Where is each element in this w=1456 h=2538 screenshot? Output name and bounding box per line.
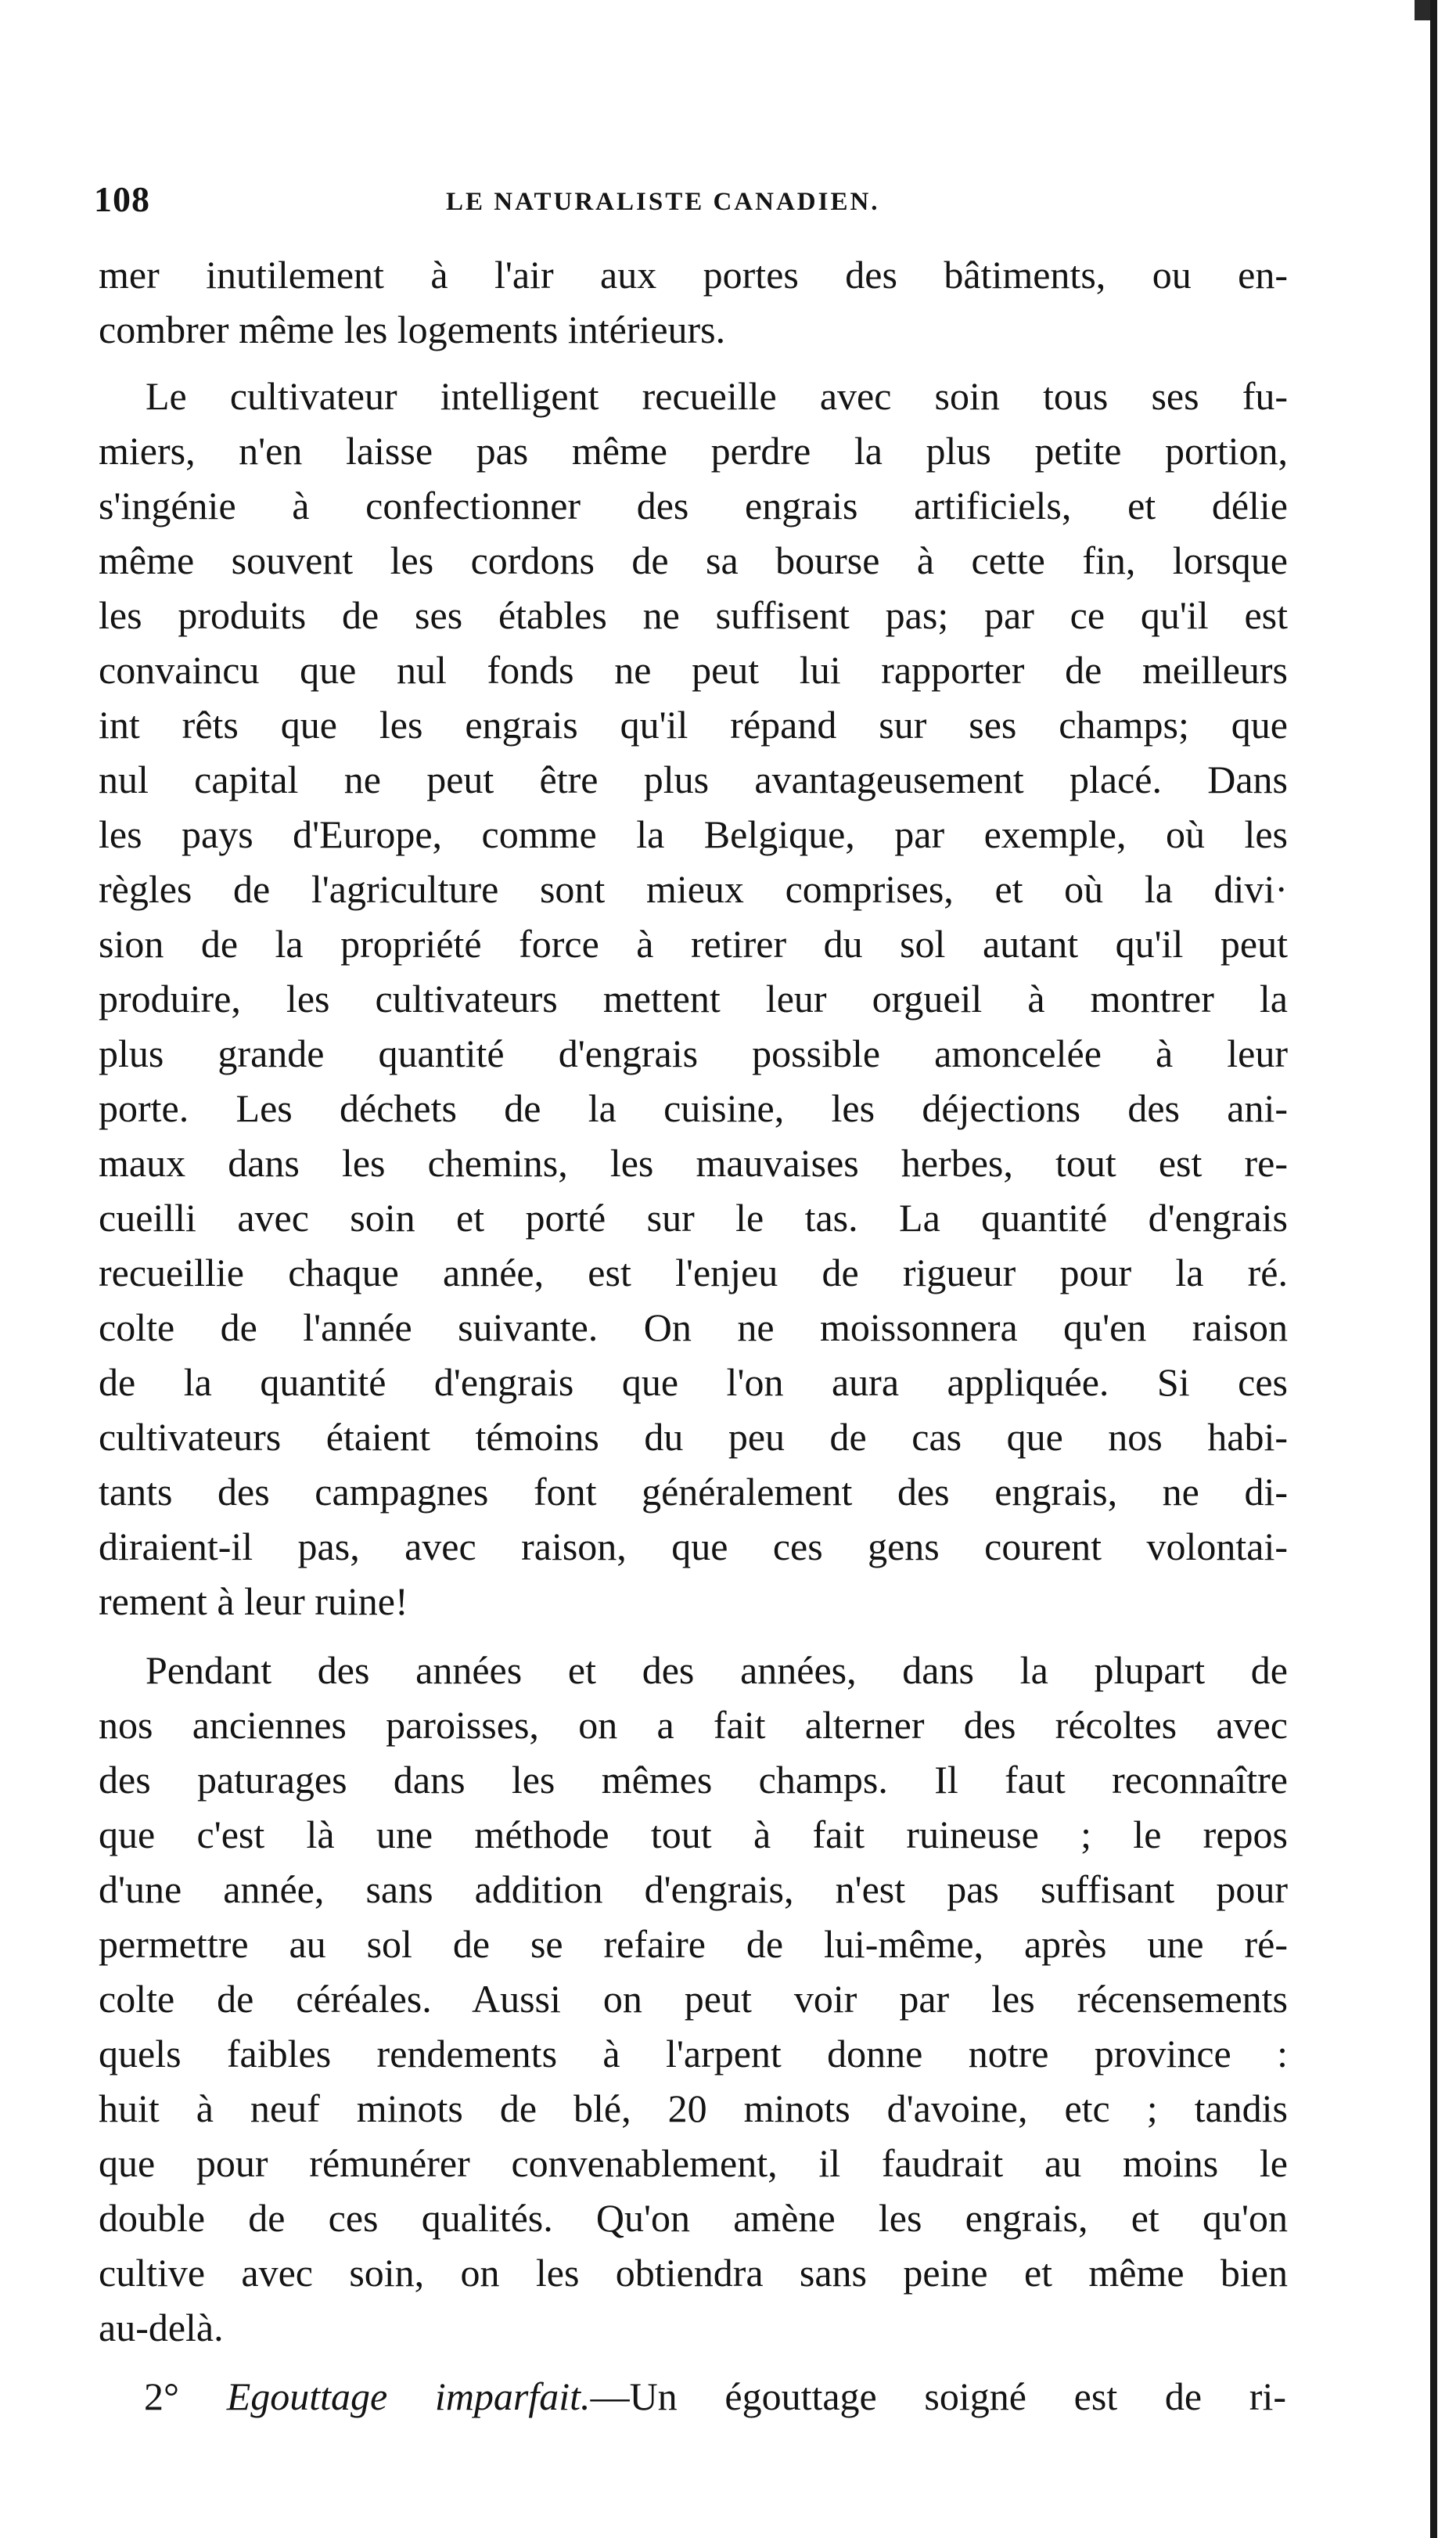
text-line: cultivateurs étaient témoins du peu de cas que nos habi-: [99, 1415, 1288, 1459]
text-line: double de ces qualités. Qu'on amène les engrais, et qu'on: [99, 2196, 1288, 2240]
text-line: tants des campagnes font généralement des engrais, ne di-: [99, 1470, 1288, 1514]
text-line: maux dans les chemins, les mauvaises herbes, tout est re-: [99, 1141, 1288, 1185]
text-line: Le cultivateur intelligent recueille avec soin tous ses fu-: [146, 374, 1288, 418]
text-line: même souvent les cordons de sa bourse à cette fin, lorsque: [99, 538, 1288, 582]
text-line: d'une année, sans addition d'engrais, n'est pas suffisant pour: [99, 1867, 1288, 1911]
section-heading-line: [144, 2372, 1286, 2421]
text-line: produire, les cultivateurs mettent leur orgueil à montrer la: [99, 977, 1288, 1021]
text-line: au-delà.: [99, 2306, 224, 2349]
text-line: règles de l'agriculture sont mieux comprises, et où la divi·: [99, 867, 1288, 911]
text-line: sion de la propriété force à retirer du sol autant qu'il peut: [99, 922, 1288, 966]
text-line: que pour rémunérer convenablement, il faudrait au moins le: [99, 2141, 1288, 2185]
text-line: colte de l'année suivante. On ne moissonnera qu'en raison: [99, 1305, 1288, 1349]
text-line: rement à leur ruine!: [99, 1579, 408, 1623]
text-line: les pays d'Europe, comme la Belgique, par exemple, où les: [99, 812, 1288, 856]
page-header: [94, 178, 1291, 233]
text-line: convaincu que nul fonds ne peut lui rapporter de meilleurs: [99, 648, 1288, 692]
section-label: Egouttage imparfait.: [226, 2374, 591, 2418]
text-line: plus grande quantité d'engrais possible amoncelée à leur: [99, 1031, 1288, 1075]
section-text: —Un égouttage soigné est de ri-: [590, 2374, 1286, 2418]
section-number: 2°: [144, 2374, 179, 2418]
text-line: diraient-il pas, avec raison, que ces gens courent volontai-: [99, 1525, 1288, 1568]
page-edge-mark: [1415, 0, 1432, 20]
text-line: combrer même les logements intérieurs.: [99, 308, 726, 351]
text-line: recueillie chaque année, est l'enjeu de rigueur pour la ré.: [99, 1251, 1288, 1294]
text-line: les produits de ses étables ne suffisent pas; par ce qu'il est: [99, 593, 1288, 637]
text-line: mer inutilement à l'air aux portes des bâtiments, ou en-: [99, 253, 1288, 297]
text-line: nul capital ne peut être plus avantageusement placé. Dans: [99, 758, 1288, 801]
page-edge-rule: [1430, 0, 1437, 2538]
text-line: cultive avec soin, on les obtiendra sans peine et même bien: [99, 2251, 1288, 2295]
text-line: miers, n'en laisse pas même perdre la plus petite portion,: [99, 429, 1288, 473]
text-line: int rêts que les engrais qu'il répand sur ses champs; que: [99, 703, 1288, 747]
running-title: LE NATURALISTE CANADIEN.: [446, 188, 880, 216]
text-line: Pendant des années et des années, dans la plupart de: [146, 1648, 1288, 1692]
text-line: de la quantité d'engrais que l'on aura appliquée. Si ces: [99, 1360, 1288, 1404]
text-line: s'ingénie à confectionner des engrais artificiels, et délie: [99, 484, 1288, 527]
text-line: que c'est là une méthode tout à fait ruineuse ; le repos: [99, 1813, 1288, 1856]
text-line: porte. Les déchets de la cuisine, les déjections des ani-: [99, 1086, 1288, 1130]
text-line: des paturages dans les mêmes champs. Il faut reconnaître: [99, 1758, 1288, 1802]
text-line: nos anciennes paroisses, on a fait alterner des récoltes avec: [99, 1703, 1288, 1747]
text-line: quels faibles rendements à l'arpent donne notre province :: [99, 2032, 1288, 2075]
text-line: colte de céréales. Aussi on peut voir par les récensements: [99, 1977, 1288, 2021]
page-number: 108: [94, 179, 150, 219]
text-line: huit à neuf minots de blé, 20 minots d'avoine, etc ; tandis: [99, 2086, 1288, 2130]
text-line: permettre au sol de se refaire de lui-même, après une ré-: [99, 1922, 1288, 1966]
text-line: cueilli avec soin et porté sur le tas. La quantité d'engrais: [99, 1196, 1288, 1240]
